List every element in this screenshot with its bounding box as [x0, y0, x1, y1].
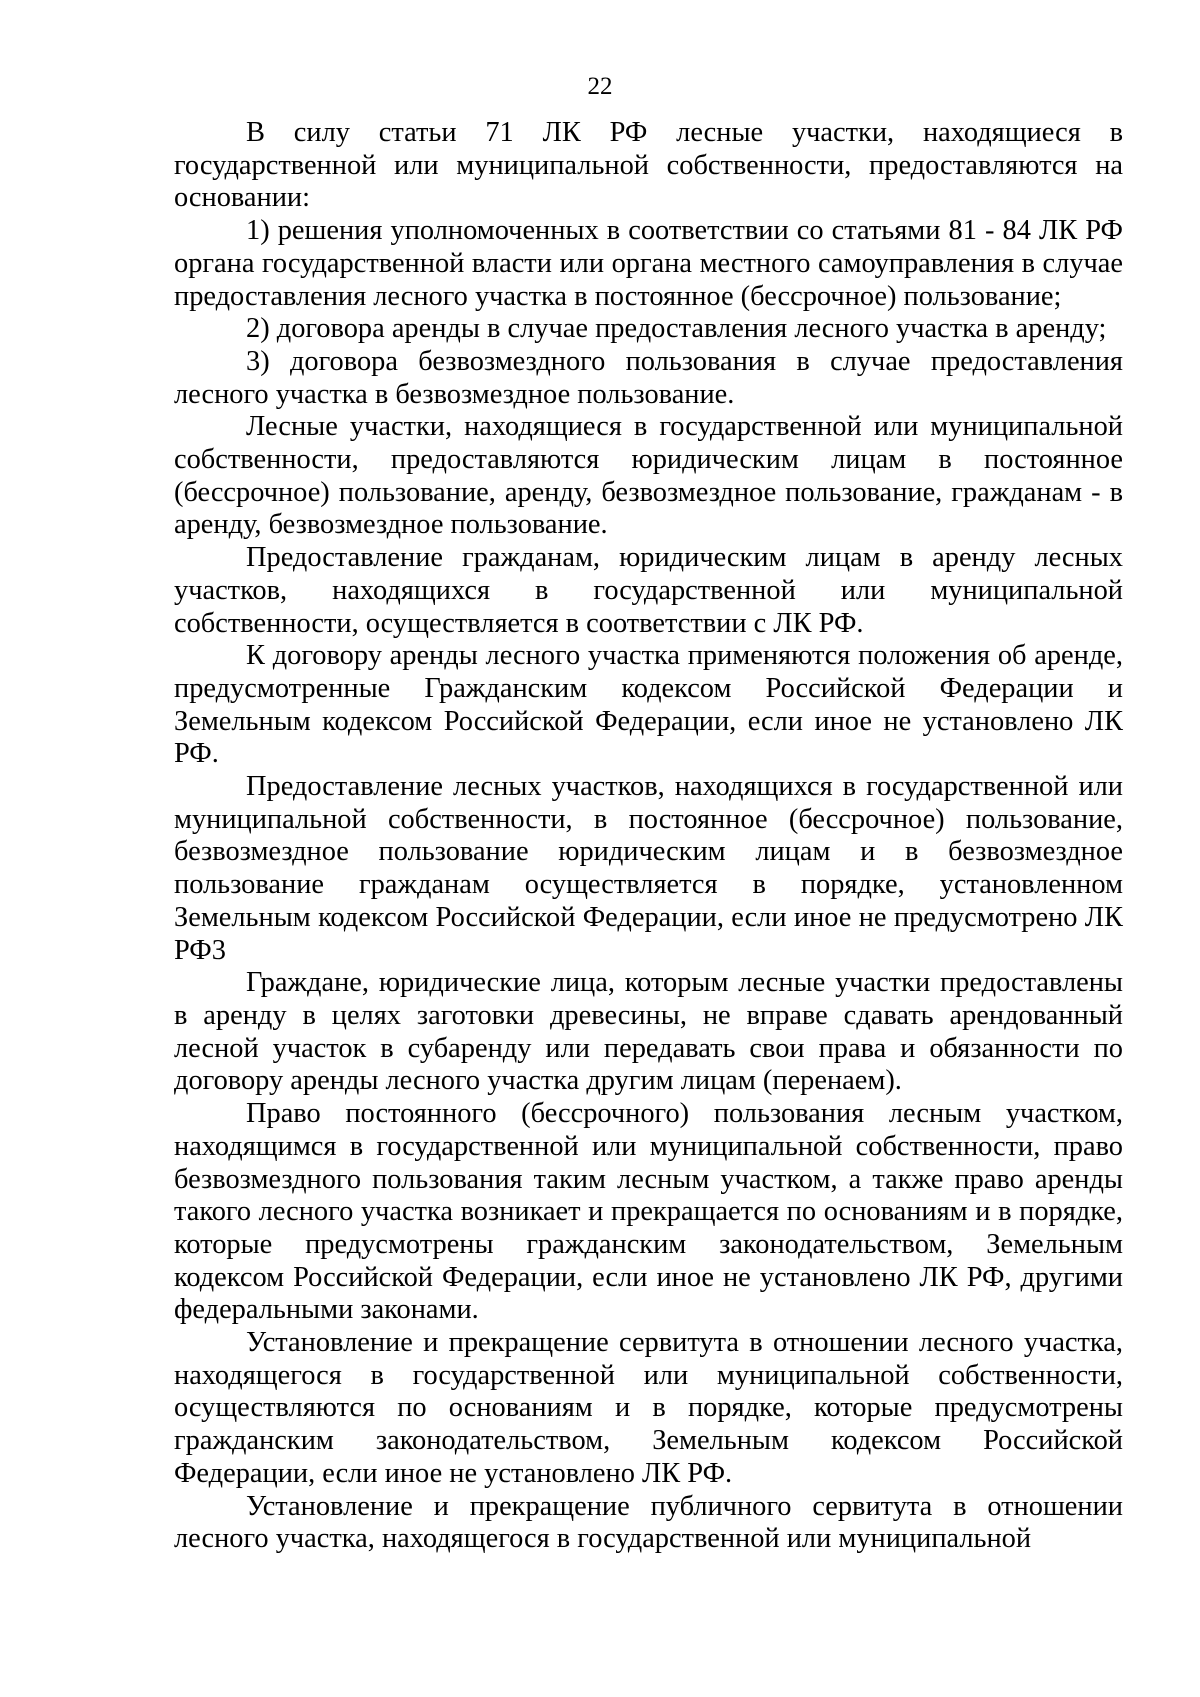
paragraph-6: Предоставление гражданам, юридическим лицам в аренду лесных участков, находящихся в государственной или муниципальной собственности, осуществляется в соответствии с ЛК РФ. — [174, 542, 1123, 639]
paragraph-9: Граждане, юридические лица, которым лесные участки предоставлены в аренду в целях заготовки древесины, не вправе сдавать арендованный лесной участок в субаренду или передавать свои права и обязанности по договору аренды лесного участка другим лицам (перенаем). — [174, 967, 1123, 1097]
document-body — [174, 117, 1123, 1556]
paragraph-8: Предоставление лесных участков, находящихся в государственной или муниципальной собственности, в постоянное (бессрочное) пользование, безвозмездное пользование юридическим лицам и в безвозмездное пользование гражданам осуществляется в порядке, установленном Земельным кодексом Российской Федерации, если иное не предусмотрено ЛК РФ3 — [174, 771, 1123, 966]
paragraph-1: В силу статьи 71 ЛК РФ лесные участки, находящиеся в государственной или муниципальной собственности, предоставляются на основании: — [174, 117, 1123, 214]
paragraph-5: Лесные участки, находящиеся в государственной или муниципальной собственности, предоставляются юридическим лицам в постоянное (бессрочное) пользование, аренду, безвозмездное пользование, гражданам - в аренду, безвозмездное пользование. — [174, 411, 1123, 541]
page-number: 22 — [587, 73, 613, 100]
paragraph-12: Установление и прекращение публичного сервитута в отношении лесного участка, находящегося в государственной или муниципальной — [174, 1490, 1123, 1555]
paragraph-2: 1) решения уполномоченных в соответствии со статьями 81 - 84 ЛК РФ органа государственной власти или органа местного самоуправления в случае предоставления лесного участка в постоянное (бессрочное) пользование; — [174, 215, 1123, 312]
paragraph-3: 2) договора аренды в случае предоставления лесного участка в аренду; — [246, 313, 1107, 345]
paragraph-7: К договору аренды лесного участка применяются положения об аренде, предусмотренные Гражданским кодексом Российской Федерации и Земельным кодексом Российской Федерации, если иное не установлено ЛК РФ. — [174, 640, 1123, 770]
paragraph-10: Право постоянного (бессрочного) пользования лесным участком, находящимся в государственной или муниципальной собственности, право безвозмездного пользования таким лесным участком, а также право аренды такого лесного участка возникает и прекращается по основаниям и в порядке, которые предусмотрены гражданским законодательством, Земельным кодексом Российской Федерации, если иное не установлено ЛК РФ, другими федеральными законами. — [174, 1098, 1123, 1326]
paragraph-4: 3) договора безвозмездного пользования в случае предоставления лесного участка в безвозмездное пользование. — [174, 345, 1123, 410]
paragraph-11: Установление и прекращение сервитута в отношении лесного участка, находящегося в государственной или муниципальной собственности, осуществляются по основаниям и в порядке, которые предусмотрены гражданским законодательством, Земельным кодексом Российской Федерации, если иное не установлено ЛК РФ. — [174, 1327, 1123, 1489]
